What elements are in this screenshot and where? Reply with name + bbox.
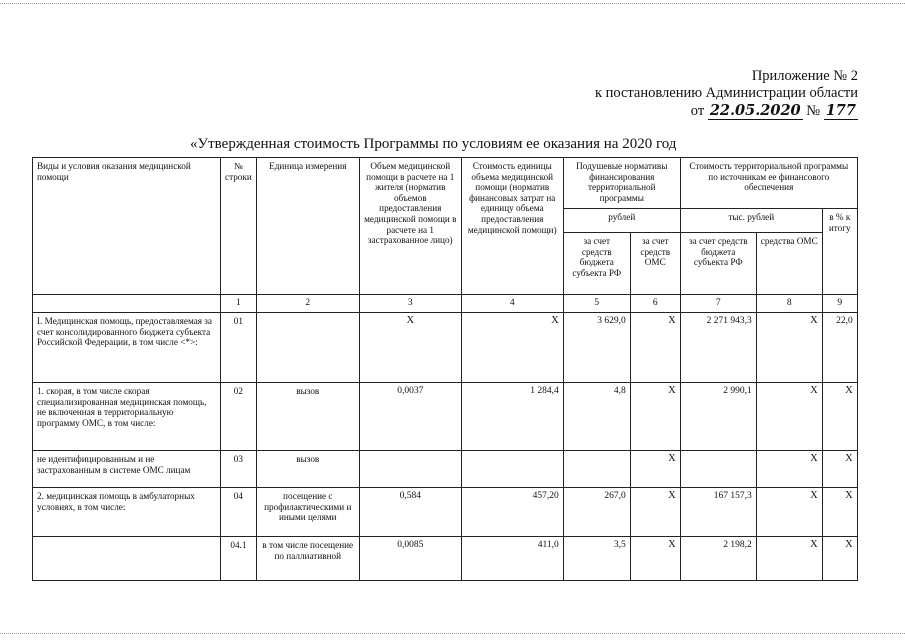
row-number: 02 <box>221 383 257 451</box>
program-cost-table <box>32 157 858 581</box>
handwritten-number: 177 <box>825 102 856 119</box>
appendix-decree: к постановлению Администрации области <box>594 85 858 101</box>
handwritten-date: 22.05.2020 <box>709 102 801 119</box>
header-unit: Единица измерения <box>256 158 359 295</box>
row-volume <box>359 451 461 488</box>
row-percapita-budget: 3,5 <box>563 537 630 581</box>
appendix-header <box>595 68 858 120</box>
col-number: 2 <box>256 295 359 313</box>
header-rubles: рублей <box>563 209 680 233</box>
row-percapita-oms: X <box>630 451 680 488</box>
col-number: 7 <box>680 295 756 313</box>
row-name: 2. медицинская помощь в амбулаторных условиях, в том числе: <box>33 488 221 537</box>
row-percapita-oms: X <box>630 537 680 581</box>
row-percapita-budget: 4,8 <box>563 383 630 451</box>
table-row <box>33 488 858 537</box>
table-row <box>33 537 858 581</box>
row-percapita-oms: X <box>630 383 680 451</box>
header-volume: Объем медицинской помощи в расчете на 1 жителя (норматив объемов предоставления медицинской помощи в расчете на 1 застрахованное лицо) <box>359 158 461 295</box>
row-unit: вызов <box>256 451 359 488</box>
row-cost-budget <box>680 451 756 488</box>
row-number: 03 <box>221 451 257 488</box>
row-unit-cost <box>461 451 563 488</box>
row-percent: 22,0 <box>822 313 857 383</box>
row-name: I. Медицинская помощь, предоставляемая за счет консолидированного бюджета субъекта Российской Федерации, в том числе <*>: <box>33 313 221 383</box>
row-percapita-budget: 3 629,0 <box>563 313 630 383</box>
row-volume: 0,0085 <box>359 537 461 581</box>
row-volume: X <box>359 313 461 383</box>
row-name <box>33 537 221 581</box>
row-cost-budget: 2 271 943,3 <box>680 313 756 383</box>
document-title: «Утвержденная стоимость Программы по условиям ее оказания на 2020 год <box>190 136 677 152</box>
header-cost-sources: Стоимость территориальной программы по источникам ее финансового обеспечения <box>680 158 857 209</box>
table-row <box>33 313 858 383</box>
row-cost-budget: 2 990,1 <box>680 383 756 451</box>
header-per-capita: Подушевые нормативы финансирования территориальной программы <box>563 158 680 209</box>
header-percapita-budget: за счет средств бюджета субъекта РФ <box>563 233 630 295</box>
header-thousand-rubles: тыс. рублей <box>680 209 822 233</box>
row-unit <box>256 313 359 383</box>
col-number: 3 <box>359 295 461 313</box>
row-volume: 0,584 <box>359 488 461 537</box>
column-number-row <box>33 295 858 313</box>
scan-artifact-bottom <box>0 633 905 634</box>
header-row-number: № строки <box>221 158 257 295</box>
row-unit: вызов <box>256 383 359 451</box>
row-cost-oms: X <box>756 488 822 537</box>
row-percapita-budget: 267,0 <box>563 488 630 537</box>
number-prefix: № <box>806 103 821 119</box>
table-row <box>33 451 858 488</box>
row-cost-oms: X <box>756 537 822 581</box>
col-number: 4 <box>461 295 563 313</box>
row-percent: X <box>822 537 857 581</box>
row-unit: посещение с профилактическими и иными целями <box>256 488 359 537</box>
col-number: 5 <box>563 295 630 313</box>
row-percapita-budget <box>563 451 630 488</box>
col-number: 8 <box>756 295 822 313</box>
header-cost-budget: за счет средств бюджета субъекта РФ <box>680 233 756 295</box>
row-number: 01 <box>221 313 257 383</box>
header-percent-total: в % к итогу <box>822 209 857 295</box>
row-unit-cost: 457,20 <box>461 488 563 537</box>
row-percapita-oms: X <box>630 488 680 537</box>
row-unit: в том числе посещение по паллиативной <box>256 537 359 581</box>
row-cost-budget: 167 157,3 <box>680 488 756 537</box>
row-cost-budget: 2 198,2 <box>680 537 756 581</box>
row-percapita-oms: X <box>630 313 680 383</box>
date-prefix: от <box>690 103 705 119</box>
row-unit-cost: X <box>461 313 563 383</box>
header-unit-cost: Стоимость единицы объема медицинской помощи (норматив финансовых затрат на единицу объема предоставления медицинской помощи) <box>461 158 563 295</box>
row-number: 04 <box>221 488 257 537</box>
col-number: 9 <box>822 295 857 313</box>
row-cost-oms: X <box>756 451 822 488</box>
appendix-number: Приложение № 2 <box>751 68 858 84</box>
row-percent: X <box>822 383 857 451</box>
appendix-date-line <box>595 102 858 120</box>
row-unit-cost: 411,0 <box>461 537 563 581</box>
row-cost-oms: X <box>756 313 822 383</box>
row-unit-cost: 1 284,4 <box>461 383 563 451</box>
header-cost-oms: средства ОМС <box>756 233 822 295</box>
row-volume: 0,0037 <box>359 383 461 451</box>
row-cost-oms: X <box>756 383 822 451</box>
row-number: 04.1 <box>221 537 257 581</box>
col-number: 6 <box>630 295 680 313</box>
row-percent: X <box>822 451 857 488</box>
header-types: Виды и условия оказания медицинской помощи <box>33 158 221 295</box>
row-percent: X <box>822 488 857 537</box>
table-row <box>33 383 858 451</box>
col-number: 1 <box>221 295 257 313</box>
scan-artifact-top <box>0 3 905 4</box>
row-name: не идентифицированным и не застрахованным в системе ОМС лицам <box>33 451 221 488</box>
row-name: 1. скорая, в том числе скорая специализированная медицинская помощь, не включенная в территориальную программу ОМС, в том числе: <box>33 383 221 451</box>
header-percapita-oms: за счет средств ОМС <box>630 233 680 295</box>
